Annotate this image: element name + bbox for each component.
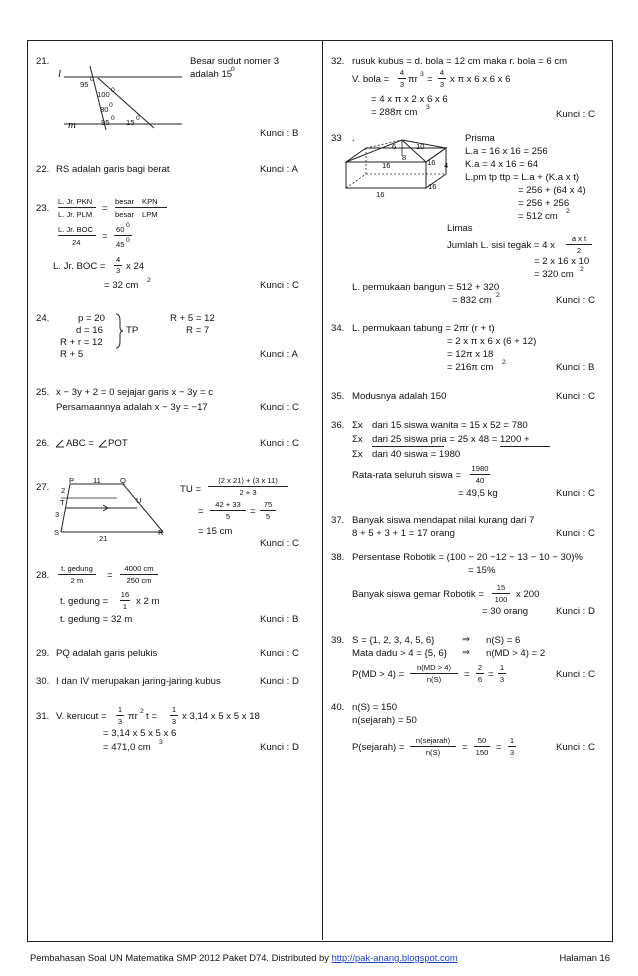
len-3: 3 xyxy=(55,510,60,519)
len-11: 11 xyxy=(93,476,101,485)
q25-line1: x − 3y + 2 = 0 sejajar garis x − 3y = c xyxy=(56,387,214,398)
frac-num: n(sejarah) xyxy=(415,736,451,745)
q40-frac1 xyxy=(410,736,456,757)
q28-l3: t. gedung = 32 m xyxy=(60,614,133,625)
q33-prism-diagram xyxy=(340,134,460,198)
line-l-label: l xyxy=(58,68,62,80)
superscript: 2 xyxy=(502,359,506,366)
q31-frac2 xyxy=(170,705,178,726)
frac-den: 100 xyxy=(494,595,508,604)
frac-bar xyxy=(58,235,96,236)
q33-j1: Jumlah L. sisi tegak = 4 x xyxy=(447,240,555,251)
q23-b1: besar xyxy=(115,197,134,206)
q24-tp: TP xyxy=(126,325,139,336)
frac-num: 4000 cm xyxy=(124,564,154,573)
dim-16: 16 xyxy=(376,190,385,199)
q38-l1: Persentase Robotik = (100 − 20 −12 − 13 − 10 − 30)% xyxy=(352,552,583,563)
dim-8: 8 xyxy=(402,153,407,162)
eq: = xyxy=(462,742,468,753)
q39-frac1 xyxy=(410,663,458,684)
q23-result: = 32 cm xyxy=(104,280,139,291)
line-m-label: m xyxy=(68,119,76,131)
dim-10: 10 xyxy=(416,142,425,151)
frac-den: 5 xyxy=(225,512,231,521)
deg-mark: 0 xyxy=(111,115,115,122)
frac-den: 3 xyxy=(117,717,123,726)
arrow-icon: ⇒ xyxy=(462,634,471,645)
q28-number: 28. xyxy=(36,570,50,581)
sigma-x: Σx xyxy=(352,449,363,460)
q39-l1: S = {1, 2, 3, 4, 5, 6} xyxy=(352,635,435,646)
frac-den: 6 xyxy=(477,675,483,684)
frac-bar xyxy=(58,207,96,208)
frac-den: 1 xyxy=(122,602,128,611)
q39-frac3 xyxy=(498,663,506,684)
q33-lp2: = 832 cm xyxy=(452,295,492,306)
frac-num: 2 xyxy=(477,663,483,672)
q40-number: 40. xyxy=(331,702,345,713)
q28-frac2 xyxy=(120,564,158,585)
q33-p4: L.pm tp ttp = L.a + (K.a x t) xyxy=(465,172,580,183)
angle-80: 80 xyxy=(100,105,109,114)
dim-16: 16 xyxy=(382,161,391,170)
q27-frac2 xyxy=(210,500,246,521)
deg-mark: 0 xyxy=(126,237,130,244)
frac-den: 250 cm xyxy=(126,576,152,585)
q40-l1: n(S) = 150 xyxy=(352,702,398,713)
q23-line3: L. Jr. BOC = xyxy=(53,261,106,272)
q34-kunci: Kunci : B xyxy=(556,362,595,373)
q28-frac1 xyxy=(58,564,96,585)
q23-eq: = xyxy=(102,203,108,214)
q31-l1: V. kerucut = xyxy=(56,711,107,722)
frac-num: 4 xyxy=(439,68,445,77)
eq: = xyxy=(464,669,470,680)
q40-kunci: Kunci : C xyxy=(556,742,595,753)
q36-frac xyxy=(470,464,490,485)
q31-l3: = 471,0 cm xyxy=(103,742,151,753)
q29-text: PQ adalah garis pelukis xyxy=(56,648,158,659)
vertex-r: R xyxy=(158,528,164,537)
page-footer xyxy=(30,952,610,963)
q31-number: 31. xyxy=(36,711,50,722)
q37-l2: 8 + 5 + 3 + 1 = 17 orang xyxy=(352,528,455,539)
q36-l4: Rata-rata seluruh siswa = xyxy=(352,470,462,481)
frac-den: n(S) xyxy=(425,748,441,757)
q23-kunci: Kunci : C xyxy=(260,280,299,291)
q23-k1: KPN xyxy=(142,197,158,206)
q23-l1: L. Jr. PKN xyxy=(58,197,93,206)
angle-15: 15 xyxy=(126,118,135,127)
vertex-s: S xyxy=(54,528,60,537)
q40-frac2 xyxy=(474,736,490,757)
q35-number: 35. xyxy=(331,391,345,402)
dim-16: 16 xyxy=(428,182,437,191)
q32-number: 32. xyxy=(331,56,345,67)
frac-num: 1980 xyxy=(471,464,489,473)
footer-text: Pembahasan Soal UN Matematika SMP 2012 Paket D74. Distributed by xyxy=(30,952,329,963)
superscript: 2 xyxy=(140,708,144,715)
q32-l4: = 288π cm xyxy=(371,107,418,118)
superscript: 3 xyxy=(426,104,430,111)
q38-kunci: Kunci : D xyxy=(556,606,595,617)
frac-num: 1 xyxy=(171,705,177,714)
q34-number: 34. xyxy=(331,323,345,334)
superscript: 2 xyxy=(496,292,500,299)
q36-l2: dari 25 siswa pria = 25 x 48 = 1200 + xyxy=(372,434,530,445)
pi-r: πr xyxy=(128,711,138,722)
q23-x24: x 24 xyxy=(126,261,145,272)
eq: = xyxy=(107,570,113,581)
frac-den: 2 + 3 xyxy=(239,488,257,497)
frac-num: 75 xyxy=(263,500,273,509)
q36-l3: dari 40 siswa = 1980 xyxy=(372,449,461,460)
q31-kunci: Kunci : D xyxy=(260,742,299,753)
frac-num: 1 xyxy=(509,736,515,745)
q33-p1: Prisma xyxy=(465,133,495,144)
q24-r1: p = 20 xyxy=(78,313,105,324)
dot: . xyxy=(352,133,355,144)
q21-text1: Besar sudut nomer 3 xyxy=(190,56,280,67)
q27-frac1 xyxy=(208,476,288,497)
vertex-t: T xyxy=(60,498,65,507)
q23-24: 24 xyxy=(72,238,81,247)
q23-number: 23. xyxy=(36,203,50,214)
q38-x: x 200 xyxy=(516,589,540,600)
q27-number: 27. xyxy=(36,482,50,493)
q38-frac xyxy=(492,583,510,604)
q33-kunci: Kunci : C xyxy=(556,295,595,306)
deg-mark: 0 xyxy=(126,222,130,229)
q27-tu: TU = xyxy=(180,484,202,495)
dim-6: 6 xyxy=(392,142,397,151)
column-divider xyxy=(322,40,323,940)
frac-den: 2 xyxy=(576,246,582,255)
sigma-x: Σx xyxy=(352,420,363,431)
q40-l3: P(sejarah) = xyxy=(352,742,405,753)
q39-frac2 xyxy=(476,663,484,684)
q28-l2: t. gedung = xyxy=(60,596,109,607)
frac-den: 3 xyxy=(499,675,505,684)
q28-kunci: Kunci : B xyxy=(260,614,299,625)
q30-kunci: Kunci : D xyxy=(260,676,299,687)
q22-kunci: Kunci : A xyxy=(260,164,298,175)
q27-frac3 xyxy=(260,500,276,521)
q30-number: 30. xyxy=(36,676,50,687)
q31-rest: x 3,14 x 5 x 5 x 18 xyxy=(182,711,260,722)
q28-frac3 xyxy=(120,590,130,611)
q33-p5: = 256 + (64 x 4) xyxy=(518,185,586,196)
q29-kunci: Kunci : C xyxy=(260,648,299,659)
q21-number: 21. xyxy=(36,56,50,67)
q26-text2: POT xyxy=(108,438,128,449)
brace-icon xyxy=(114,313,124,349)
q21-text2: adalah 15 xyxy=(190,69,233,80)
q32-l2: V. bola = xyxy=(352,74,390,85)
page-number: Halaman 16 xyxy=(559,952,610,963)
frac-num: 4 xyxy=(116,255,121,264)
q22-text: RS adalah garis bagi berat xyxy=(56,164,170,175)
vertex-p: P xyxy=(69,476,75,485)
q24-s1: R + 5 = 12 xyxy=(170,313,215,324)
len-2: 2 xyxy=(61,486,66,495)
q33-frac xyxy=(566,234,592,255)
pi-r: πr xyxy=(408,74,418,85)
frac-den: 3 xyxy=(399,80,405,89)
angle-icon xyxy=(55,438,65,448)
frac-den: 3 xyxy=(116,266,121,275)
frac-num: 50 xyxy=(477,736,487,745)
q30-text: I dan IV merupakan jaring-jaring kubus xyxy=(56,676,221,687)
eq: = xyxy=(198,506,204,517)
q37-l1: Banyak siswa mendapat nilai kurang dari 7 xyxy=(352,515,535,526)
angle-95b: 95 xyxy=(101,118,110,127)
q26-kunci: Kunci : C xyxy=(260,438,299,449)
q29-number: 29. xyxy=(36,648,50,659)
q33-limas: Limas xyxy=(447,223,473,234)
angle-95: 95 xyxy=(80,80,89,89)
q32-l3: = 4 x π x 2 x 6 x 6 xyxy=(371,94,448,105)
q31-t: t = xyxy=(146,711,157,722)
q23-eq2: = xyxy=(102,231,108,242)
q33-lp1: L. permukaan bangun = 512 + 320 xyxy=(352,282,500,293)
q40-frac3 xyxy=(508,736,516,757)
q37-number: 37. xyxy=(331,515,345,526)
frac-num: 42 + 33 xyxy=(215,500,241,509)
frac-num: 15 xyxy=(496,583,506,592)
frac-num: n(MD > 4) xyxy=(417,663,451,672)
frac-num: 1 xyxy=(499,663,505,672)
dim-4: 4 xyxy=(444,161,449,170)
frac-den: 3 xyxy=(439,80,445,89)
q32-frac1 xyxy=(398,68,406,89)
q39-number: 39. xyxy=(331,635,345,646)
q38-l3: Banyak siswa gemar Robotik = xyxy=(352,589,484,600)
superscript: 2 xyxy=(580,266,584,273)
q39-l2: Mata dadu > 4 = {5, 6} xyxy=(352,648,447,659)
q24-kunci: Kunci : A xyxy=(260,349,298,360)
q26-text: ABC = xyxy=(66,438,94,449)
q38-number: 38. xyxy=(331,552,345,563)
q39-r1: n(S) = 6 xyxy=(486,635,521,646)
superscript: 2 xyxy=(566,208,570,215)
q37-kunci: Kunci : C xyxy=(556,528,595,539)
q27-result: = 15 cm xyxy=(198,526,233,537)
frac-bar xyxy=(115,207,167,208)
q31-l2: = 3,14 x 5 x 5 x 6 xyxy=(103,728,177,739)
sigma-x: Σx xyxy=(352,434,363,445)
dim-16: 16 xyxy=(427,158,436,167)
arrow-icon: ⇒ xyxy=(462,647,471,658)
q27-kunci: Kunci : C xyxy=(260,538,299,549)
q33-j2: = 2 x 16 x 10 xyxy=(534,256,590,267)
q39-kunci: Kunci : C xyxy=(556,669,595,680)
vertex-q: Q xyxy=(120,476,126,485)
q34-l2: = 2 x π x 6 x (6 + 12) xyxy=(447,336,537,347)
angle-100: 100 xyxy=(97,90,110,99)
q32-frac2 xyxy=(438,68,446,89)
q38-l2: = 15% xyxy=(468,565,496,576)
eq: = xyxy=(427,74,433,85)
underline xyxy=(500,446,550,447)
frac-num: (2 x 21) + (3 x 11) xyxy=(218,476,278,485)
q21-kunci: Kunci : B xyxy=(260,128,299,139)
frac-den: 5 xyxy=(265,512,271,521)
deg-mark: 0 xyxy=(90,76,94,83)
q25-number: 25. xyxy=(36,387,50,398)
q32-kunci: Kunci : C xyxy=(556,109,595,120)
q23-l2: L. Jr. PLM xyxy=(58,210,93,219)
frac-den: 2 m xyxy=(70,576,84,585)
q24-number: 24. xyxy=(36,313,50,324)
q36-l1: dari 15 siswa wanita = 15 x 52 = 780 xyxy=(372,420,528,431)
footer-link[interactable]: http://pak-anang.blogspot.com xyxy=(331,952,458,963)
q23-45: 45 xyxy=(116,240,125,249)
eq: = xyxy=(496,742,502,753)
frac-den: 3 xyxy=(509,748,515,757)
deg-mark: 0 xyxy=(231,66,235,73)
deg-mark: 0 xyxy=(111,87,115,94)
q34-l1: L. permukaan tabung = 2πr (r + t) xyxy=(352,323,495,334)
q24-r3: R + r = 12 xyxy=(60,337,103,348)
q32-l1: rusuk kubus = d. bola = 12 cm maka r. bola = 6 cm xyxy=(352,56,568,67)
q33-p2: L.a = 16 x 16 = 256 xyxy=(465,146,548,157)
vertex-u: U xyxy=(136,496,142,505)
q23-b2: besar xyxy=(115,210,134,219)
q35-text: Modusnya adalah 150 xyxy=(352,391,447,402)
deg-mark: 0 xyxy=(136,115,140,122)
frac-den: 150 xyxy=(475,748,489,757)
q23-k2: LPM xyxy=(142,210,158,219)
len-21: 21 xyxy=(99,534,108,543)
frac-num: t. gedung xyxy=(61,564,93,573)
q36-number: 36. xyxy=(331,420,345,431)
q35-kunci: Kunci : C xyxy=(556,391,595,402)
q38-l4: = 30 orang xyxy=(482,606,529,617)
underline xyxy=(372,446,444,447)
frac-num: 4 xyxy=(399,68,405,77)
superscript: 3 xyxy=(159,739,163,746)
eq: = xyxy=(488,669,494,680)
q34-l3: = 12π x 18 xyxy=(447,349,494,360)
frac-num: 16 xyxy=(120,590,130,599)
q32-rest: x π x 6 x 6 x 6 xyxy=(450,74,511,85)
frac-den: 40 xyxy=(475,476,485,485)
frac-den: n(S) xyxy=(426,675,442,684)
q22-number: 22. xyxy=(36,164,50,175)
q24-r4: R + 5 xyxy=(60,349,84,360)
q39-l3: P(MD > 4) = xyxy=(352,669,405,680)
q39-r2: n(MD > 4) = 2 xyxy=(486,648,546,659)
q40-l2: n(sejarah) = 50 xyxy=(352,715,417,726)
q33-p6: = 256 + 256 xyxy=(518,198,570,209)
q31-frac1 xyxy=(116,705,124,726)
q33-number: 33 xyxy=(331,133,342,144)
frac-num: 1 xyxy=(117,705,123,714)
q36-kunci: Kunci : C xyxy=(556,488,595,499)
frac-den: 3 xyxy=(171,717,177,726)
frac-num: a x t xyxy=(571,234,587,243)
q24-s2: R = 7 xyxy=(186,325,210,336)
q36-l5: = 49,5 kg xyxy=(458,488,498,499)
superscript: 2 xyxy=(147,277,151,284)
q26-number: 26. xyxy=(36,438,50,449)
q24-r2: d = 16 xyxy=(76,325,103,336)
q34-l4: = 216π cm xyxy=(447,362,494,373)
q33-j3: = 320 cm xyxy=(534,269,574,280)
deg-mark: 0 xyxy=(109,102,113,109)
q33-p3: K.a = 4 x 16 = 64 xyxy=(465,159,539,170)
eq: = xyxy=(250,506,256,517)
superscript: 3 xyxy=(420,71,424,78)
q33-p7: = 512 cm xyxy=(518,211,558,222)
q23-boc: L. Jr. BOC xyxy=(58,225,94,234)
angle-icon xyxy=(98,438,108,448)
q25-line2: Persamaannya adalah x − 3y = −17 xyxy=(56,402,208,413)
q28-x2m: x 2 m xyxy=(136,596,160,607)
q23-60: 60 xyxy=(116,225,125,234)
frac-bar xyxy=(114,235,132,236)
q25-kunci: Kunci : C xyxy=(260,402,299,413)
